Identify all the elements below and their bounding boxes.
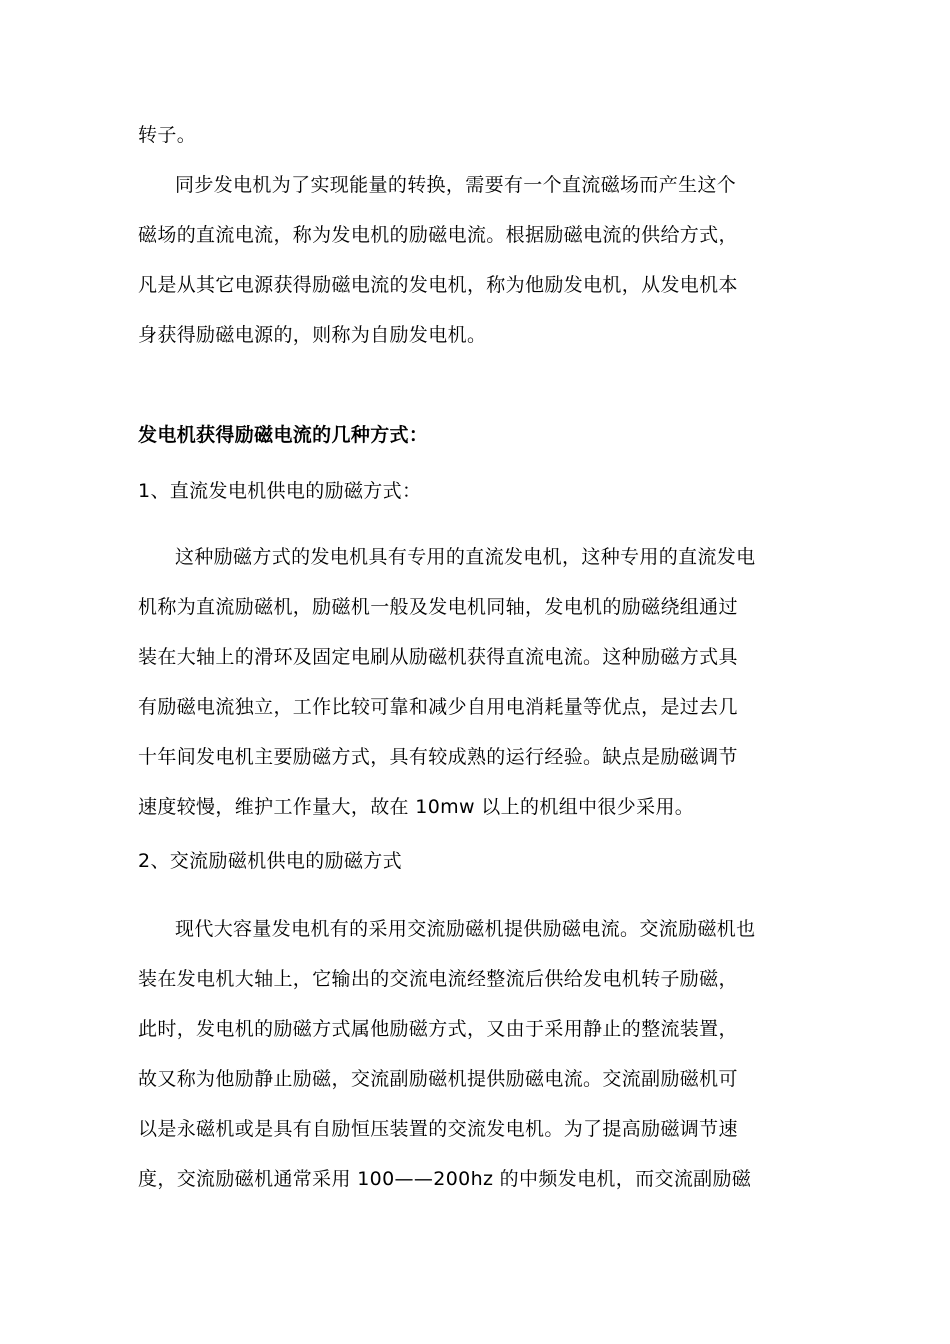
text-line: 有励磁电流独立，工作比较可靠和减少自用电消耗量等优点，是过去几	[138, 696, 738, 718]
text-line: 这种励磁方式的发电机具有专用的直流发电机，这种专用的直流发电	[175, 546, 756, 568]
text-line: 速度较慢，维护工作量大，故在 10mw 以上的机组中很少采用。	[138, 796, 695, 818]
text-line: 以是永磁机或是具有自励恒压装置的交流发电机。为了提高励磁调节速	[138, 1118, 738, 1140]
text-line: 磁场的直流电流，称为发电机的励磁电流。根据励磁电流的供给方式，	[138, 224, 738, 246]
text-line: 现代大容量发电机有的采用交流励磁机提供励磁电流。交流励磁机也	[175, 918, 756, 940]
list-item-title: 1、直流发电机供电的励磁方式：	[138, 480, 422, 502]
text-line: 身获得励磁电源的，则称为自励发电机。	[138, 324, 487, 346]
text-line: 凡是从其它电源获得励磁电流的发电机，称为他励发电机，从发电机本	[138, 274, 738, 296]
text-line: 故又称为他励静止励磁，交流副励磁机提供励磁电流。交流副励磁机可	[138, 1068, 738, 1090]
text-line: 度，交流励磁机通常采用 100——200hz 的中频发电机，而交流副励磁	[138, 1168, 752, 1190]
section-heading: 发电机获得励磁电流的几种方式：	[138, 424, 429, 446]
list-item-title: 2、交流励磁机供电的励磁方式	[138, 850, 402, 872]
text-line: 十年间发电机主要励磁方式，具有较成熟的运行经验。缺点是励磁调节	[138, 746, 738, 768]
text-line: 同步发电机为了实现能量的转换，需要有一个直流磁场而产生这个	[175, 174, 737, 196]
text-line: 转子。	[138, 124, 197, 146]
text-line: 装在发电机大轴上，它输出的交流电流经整流后供给发电机转子励磁，	[138, 968, 738, 990]
text-line: 机称为直流励磁机，励磁机一般及发电机同轴，发电机的励磁绕组通过	[138, 596, 738, 618]
text-line: 此时，发电机的励磁方式属他励磁方式，又由于采用静止的整流装置，	[138, 1018, 738, 1040]
text-line: 装在大轴上的滑环及固定电刷从励磁机获得直流电流。这种励磁方式具	[138, 646, 738, 668]
